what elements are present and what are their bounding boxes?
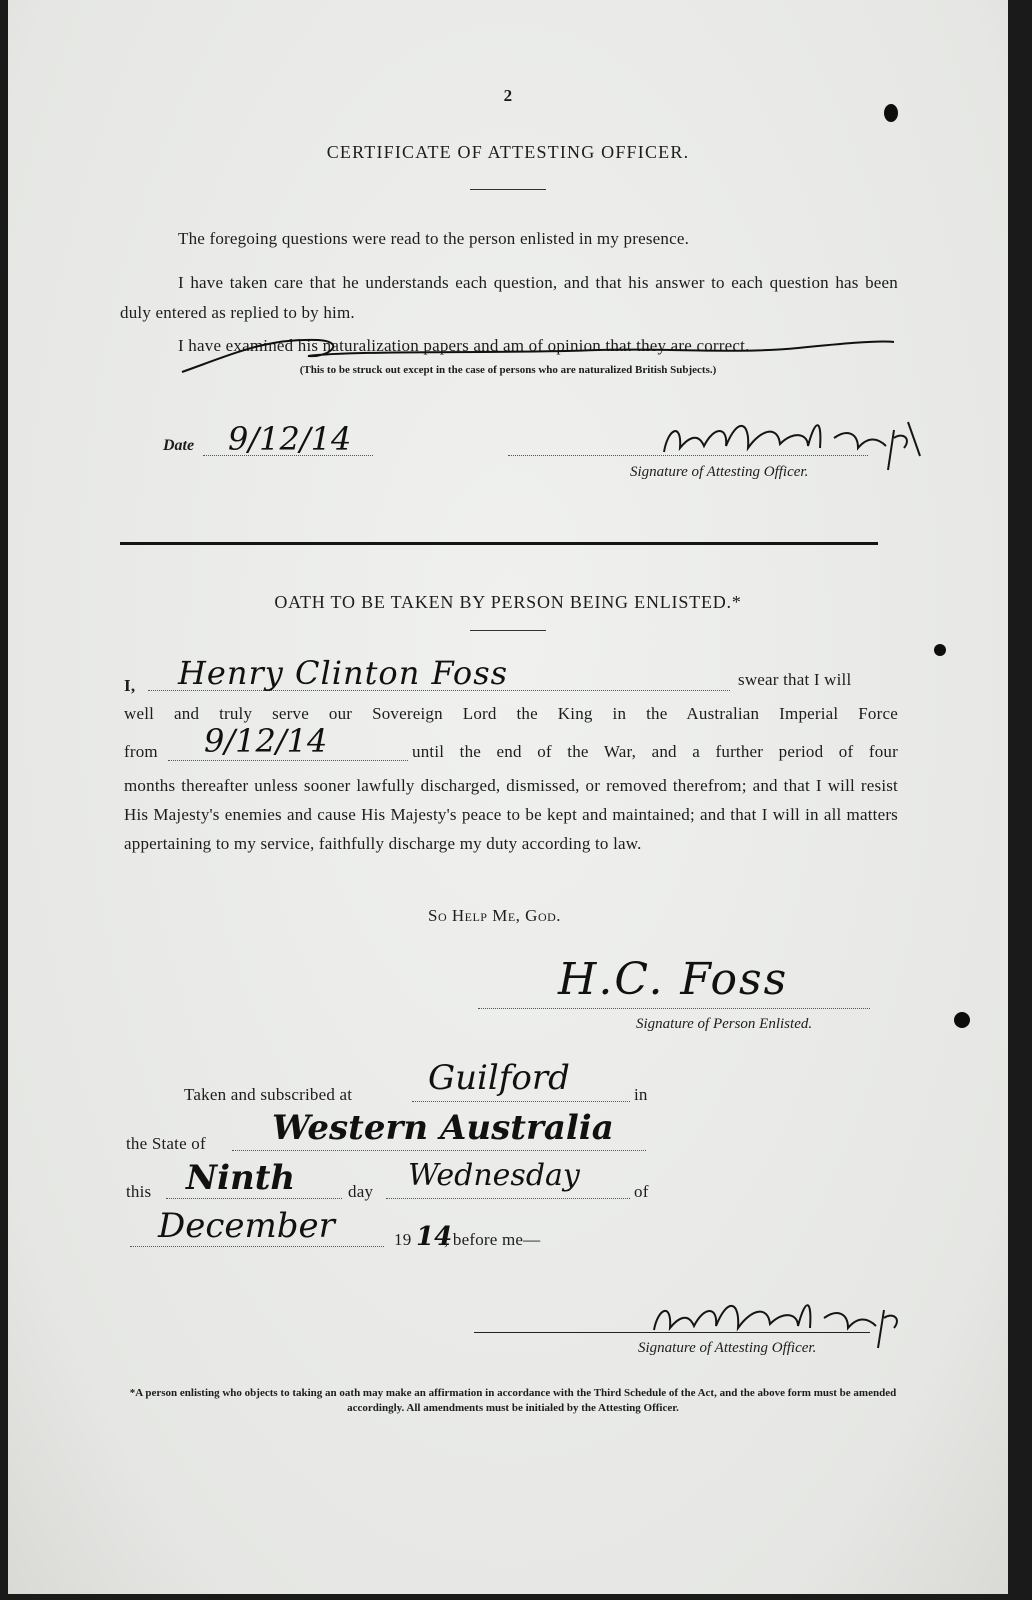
certificate-paragraph-3: I have examined his naturalization papers and am of opinion that they are correct. bbox=[178, 336, 750, 355]
day-line bbox=[166, 1198, 342, 1199]
footnote: *A person enlisting who objects to taking an oath may make an affirmation in accordance with the Third Schedule of the Act, and the above form must be amended accordingly. All amendments must be initialed by the Attesting Officer. bbox=[129, 1387, 897, 1414]
date-label: Date bbox=[163, 437, 195, 454]
enlistee-name: Henry Clinton Foss bbox=[178, 654, 509, 692]
from-line bbox=[168, 760, 408, 761]
weekday-value: Wednesday bbox=[408, 1158, 580, 1193]
year-prefix: 19 bbox=[394, 1230, 412, 1249]
place-line bbox=[412, 1101, 630, 1102]
oath-line-2: well and truly serve our Sovereign Lord the King in the Australian Imperial Force bbox=[124, 704, 898, 723]
this-label: this bbox=[126, 1182, 152, 1201]
officer-signature-label: Signature of Attesting Officer. bbox=[638, 1340, 817, 1356]
oath-i-label: I, bbox=[124, 676, 136, 695]
month-value: December bbox=[158, 1206, 335, 1246]
punch-hole bbox=[954, 1012, 970, 1028]
so-help-me-god: So Help Me, God. bbox=[428, 906, 562, 925]
oath-title: OATH TO BE TAKEN BY PERSON BEING ENLISTED.* bbox=[274, 592, 742, 612]
punch-hole bbox=[884, 104, 898, 122]
of-label: of bbox=[634, 1182, 649, 1201]
title-rule bbox=[470, 189, 546, 190]
place-value: Guilford bbox=[428, 1058, 570, 1098]
oath-title-rule bbox=[470, 630, 546, 631]
in-label: in bbox=[634, 1085, 648, 1104]
weekday-line bbox=[386, 1198, 630, 1199]
certificate-paragraph-2: I have taken care that he understands each question, and that his answer to each question has been duly entered as replied to by him. bbox=[120, 273, 898, 322]
day-label: day bbox=[348, 1182, 374, 1201]
page-number: 2 bbox=[503, 86, 513, 105]
state-label: the State of bbox=[126, 1134, 206, 1153]
strike-note: (This to be struck out except in the case of persons who are naturalized British Subjects.) bbox=[299, 364, 717, 376]
year-value: 14 bbox=[416, 1222, 453, 1252]
month-line bbox=[130, 1246, 384, 1247]
punch-hole bbox=[934, 644, 946, 656]
day-value: Ninth bbox=[186, 1158, 296, 1198]
enlistee-signature: H.C. Foss bbox=[558, 954, 789, 1005]
taken-label: Taken and subscribed at bbox=[184, 1085, 353, 1104]
from-date-value: 9/12/14 bbox=[204, 722, 328, 760]
date-value: 9/12/14 bbox=[228, 420, 352, 458]
certificate-title: CERTIFICATE OF ATTESTING OFFICER. bbox=[326, 142, 690, 162]
oath-rest-text: months thereafter unless sooner lawfully discharged, dismissed, or removed therefrom; and that I will resist His Majesty's enemies and cause His Majesty's peace to be kept and maintained; and that I will in all matters appertaining to my service, faithfully discharge my duty according to law. bbox=[124, 776, 898, 853]
from-rest-text: until the end of the War, and a further period of four bbox=[412, 742, 898, 761]
certificate-paragraph-1: The foregoing questions were read to the person enlisted in my presence. bbox=[178, 229, 690, 248]
state-value: Western Australia bbox=[272, 1108, 614, 1148]
section-divider bbox=[120, 542, 878, 545]
from-label: from bbox=[124, 742, 158, 761]
enlistee-signature-label: Signature of Person Enlisted. bbox=[636, 1016, 813, 1032]
signature-label: Signature of Attesting Officer. bbox=[630, 464, 809, 480]
state-line bbox=[232, 1150, 646, 1151]
before-me: , before me— bbox=[444, 1230, 541, 1249]
attestation-page bbox=[8, 0, 1008, 1594]
attesting-officer-signature bbox=[658, 408, 928, 472]
swear-text: swear that I will bbox=[738, 670, 852, 689]
enlistee-signature-line bbox=[478, 1008, 870, 1009]
